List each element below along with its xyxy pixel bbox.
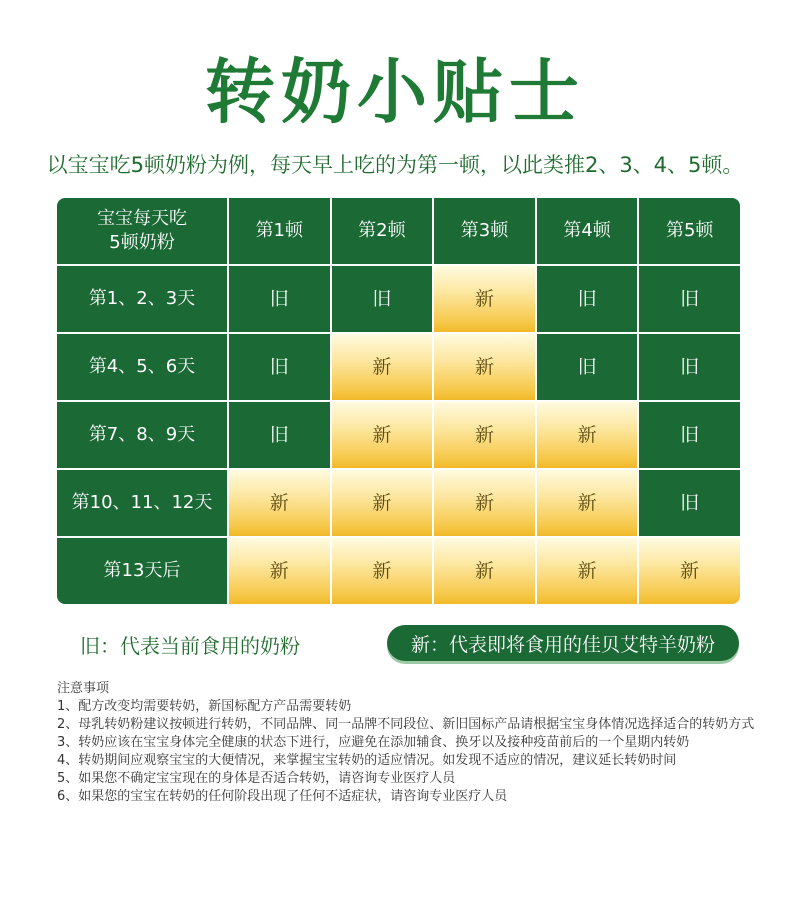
column-header: 第5顿: [639, 198, 740, 264]
notes-item: 3、转奶应该在宝宝身体完全健康的状态下进行，应避免在添加辅食、换牙以及接种疫苗前后的一个星期内转奶: [57, 735, 690, 750]
column-header: 第4顿: [537, 198, 638, 264]
cell-new: 新: [434, 470, 535, 536]
column-header: 第2顿: [332, 198, 433, 264]
row-header: 第7、8、9天: [57, 402, 227, 468]
column-header: 第1顿: [229, 198, 330, 264]
cell-new: 新: [332, 470, 433, 536]
cell-old: 旧: [537, 334, 638, 400]
cell-old: 旧: [639, 266, 740, 332]
column-header: 第3顿: [434, 198, 535, 264]
cell-old: 旧: [229, 334, 330, 400]
notes-item: 6、如果您的宝宝在转奶的任何阶段出现了任何不适症状，请咨询专业医疗人员: [57, 789, 508, 804]
cell-new: 新: [537, 470, 638, 536]
cell-new: 新: [434, 538, 535, 604]
page-title: 转奶小贴士: [205, 51, 585, 133]
notes-item: 1、配方改变均需要转奶，新国标配方产品需要转奶: [57, 699, 352, 714]
row-header: 第13天后: [57, 538, 227, 604]
cell-new: 新: [537, 402, 638, 468]
notes-item: 4、转奶期间应观察宝宝的大便情况，来掌握宝宝转奶的适应情况。如发现不适应的情况，建议延长转奶时间: [57, 753, 677, 768]
notes-section: [57, 680, 757, 806]
table-corner-header: [57, 198, 227, 264]
page-subtitle: 以宝宝吃5顿奶粉为例，每天早上吃的为第一顿，以此类推2、3、4、5顿。: [46, 153, 744, 177]
cell-old: 旧: [332, 266, 433, 332]
cell-new: 新: [639, 538, 740, 604]
cell-new: 新: [434, 266, 535, 332]
cell-new: 新: [332, 538, 433, 604]
corner-header-label: 宝宝每天吃5顿奶粉: [97, 208, 187, 253]
legend-new: 新：代表即将食用的佳贝艾特羊奶粉: [387, 625, 739, 661]
cell-old: 旧: [229, 266, 330, 332]
cell-old: 旧: [639, 334, 740, 400]
cell-new: 新: [537, 538, 638, 604]
notes-heading: 注意事项: [57, 681, 110, 696]
legend-old: 旧：代表当前食用的奶粉: [80, 634, 300, 658]
row-header: 第1、2、3天: [57, 266, 227, 332]
cell-new: 新: [332, 402, 433, 468]
cell-old: 旧: [537, 266, 638, 332]
notes-item: 2、母乳转奶粉建议按顿进行转奶，不同品牌、同一品牌不同段位、新旧国标产品请根据宝宝身体情况选择适合的转奶方式: [57, 717, 755, 732]
notes-item: 5、如果您不确定宝宝现在的身体是否适合转奶，请咨询专业医疗人员: [57, 771, 456, 786]
cell-old: 旧: [639, 402, 740, 468]
cell-new: 新: [434, 334, 535, 400]
cell-old: 旧: [639, 470, 740, 536]
row-header: 第10、11、12天: [57, 470, 227, 536]
cell-new: 新: [434, 402, 535, 468]
cell-new: 新: [229, 470, 330, 536]
cell-old: 旧: [229, 402, 330, 468]
row-header: 第4、5、6天: [57, 334, 227, 400]
feeding-schedule-table: [57, 198, 740, 604]
cell-new: 新: [332, 334, 433, 400]
cell-new: 新: [229, 538, 330, 604]
